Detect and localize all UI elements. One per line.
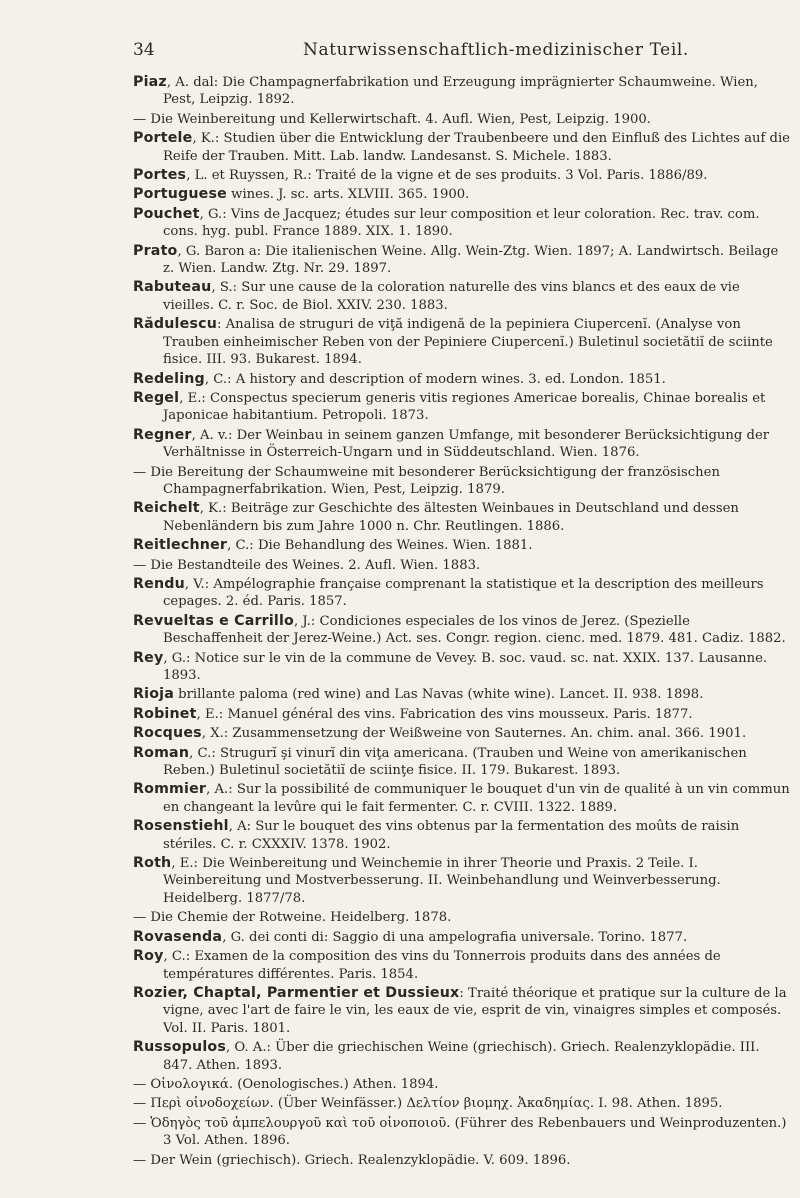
entry-author: Portele xyxy=(133,130,193,147)
bibliography-entry xyxy=(133,111,793,128)
entry-text: — Περὶ οἰνοδοχείων. (Über Weinfässer.) Δελτίον βιομηχ. Ἀκαδημίας. I. 98. Athen. 1895. xyxy=(133,1096,723,1112)
bibliography-entry xyxy=(133,909,793,926)
entry-author: Revueltas e Carrillo xyxy=(133,612,294,629)
entry-author: Piaz xyxy=(133,74,167,90)
entry-text: , E.: Manuel général des vins. Fabrication des vins mousseux. Paris. 1877. xyxy=(196,706,693,722)
entry-author: Rocques xyxy=(133,725,202,742)
bibliography-entry xyxy=(133,1076,793,1093)
bibliography-entry xyxy=(133,557,793,574)
entry-text: , J.: Condiciones especiales de los vinos de Jerez. (Spezielle Beschaffenheit der Jerez-Weine.) Act. ses. Congr. region. cienc. med. 1879. 481. Cadiz. 1882. xyxy=(163,613,786,647)
entry-author: Reitlechner xyxy=(133,537,228,554)
entry-text: , K.: Studien über die Entwicklung der Traubenbeere und den Einfluß des Lichtes auf die Reife der Trauben. Mitt. Lab. landw. Landesanst. S. Michele. 1883. xyxy=(163,131,790,164)
bibliography-entry xyxy=(133,613,793,648)
entry-author: Rommier xyxy=(133,781,207,798)
entry-text: , G.: Vins de Jacquez; études sur leur composition et leur coloration. Rec. trav. com. cons. hyg. publ. France 1889. XIX. 1. 1890. xyxy=(163,206,760,240)
bibliography-entry xyxy=(133,929,793,946)
bibliography-entry xyxy=(133,537,793,554)
bibliography-list xyxy=(133,74,793,1171)
entry-text: , C.: Strugurĭ şi vinurĭ din viţa americana. (Trauben und Weine von amerikanischen Reben.) Buletinul societătiĭ de sciinţe fisice. II. 179. Bukarest. 1893. xyxy=(163,745,747,779)
entry-author: Rozier, Chaptal, Parmentier et Dussieux xyxy=(133,984,460,1001)
page-header xyxy=(133,40,793,66)
entry-author: Rabuteau xyxy=(133,279,212,296)
entry-text: , G. Baron a: Die italienischen Weine. Allg. Wein-Ztg. Wien. 1897; A. Landwirtsch. Beilage z. Wien. Landw. Ztg. Nr. 29. 1897. xyxy=(163,243,779,277)
entry-author: Rădulescu xyxy=(133,316,217,333)
bibliography-entry xyxy=(133,650,793,685)
bibliography-entry xyxy=(133,243,793,278)
bibliography-entry xyxy=(133,948,793,983)
bibliography-entry xyxy=(133,576,793,611)
entry-text: — Die Bereitung der Schaumweine mit besonderer Berücksichtigung der französischen Champagnerfabrikation. Wien, Pest, Leipzig. 1879. xyxy=(133,464,720,497)
entry-text: , K.: Beiträge zur Geschichte des ältesten Weinbaues in Deutschland und dessen Nebenländern bis zum Jahre 1000 n. Chr. Reutlingen. 1886. xyxy=(163,501,739,534)
entry-text: , C.: Examen de la composition des vins du Tonnerrois produits dans des années de températures différentes. Paris. 1854. xyxy=(163,949,721,982)
bibliography-entry xyxy=(133,371,793,388)
bibliography-entry xyxy=(133,167,793,184)
entry-text: , O. A.: Über die griechischen Weine (griechisch). Griech. Realenzyklopädie. III. 847. Athen. 1893. xyxy=(163,1040,760,1073)
bibliography-entry xyxy=(133,686,793,703)
entry-text: , G. dei conti di: Saggio di una ampelografia universale. Torino. 1877. xyxy=(222,929,688,945)
bibliography-entry xyxy=(133,745,793,780)
entry-text: , E.: Conspectus specierum generis vitis regiones Americae borealis, Chinae borealis et Japonicae habitantium. Petropoli. 1873. xyxy=(163,390,766,424)
bibliography-entry xyxy=(133,1095,793,1112)
entry-text: — Die Weinbereitung und Kellerwirtschaft. 4. Aufl. Wien, Pest, Leipzig. 1900. xyxy=(133,111,651,127)
entry-text: — Ὁδηγὸς τοῦ ἀμπελουργοῦ καὶ τοῦ οἰνοποιοῦ. (Führer des Rebenbauers und Weinproduzenten.) 3 Vol. Athen. 1896. xyxy=(133,1115,787,1149)
entry-author: Russopulos xyxy=(133,1039,226,1056)
bibliography-entry xyxy=(133,390,793,425)
entry-author: Roman xyxy=(133,744,190,761)
entry-text: , A.: Sur la possibilité de communiquer le bouquet d'un vin de qualité à un vin commun en changeant la levûre qui le fait fermenter. C. r. CVIII. 1322. 1889. xyxy=(163,782,790,815)
entry-text: : Traité théorique et pratique sur la culture de la vigne, avec l'art de faire le vin, les eaux de vie, esprit de vin, vinaigres simples et composés. Vol. II. Paris. 1801. xyxy=(163,985,787,1036)
entry-author: Robinet xyxy=(133,705,197,722)
entry-author: Reichelt xyxy=(133,500,200,517)
bibliography-entry xyxy=(133,500,793,535)
bibliography-entry xyxy=(133,1152,793,1169)
entry-text: — Οἰνολογικά. (Oenologisches.) Athen. 1894. xyxy=(133,1076,439,1092)
entry-author: Regner xyxy=(133,426,192,443)
bibliography-entry xyxy=(133,706,793,723)
entry-text: , X.: Zusammensetzung der Weißweine von Sauternes. An. chim. anal. 366. 1901. xyxy=(201,726,747,742)
entry-text: — Der Wein (griechisch). Griech. Realenzyklopädie. V. 609. 1896. xyxy=(133,1152,571,1168)
bibliography-entry xyxy=(133,725,793,742)
entry-text: wines. J. sc. arts. XLVIII. 365. 1900. xyxy=(226,187,470,203)
bibliography-entry xyxy=(133,186,793,203)
entry-author: Prato xyxy=(133,242,178,259)
bibliography-entry xyxy=(133,855,793,907)
entry-author: Rey xyxy=(133,649,164,666)
bibliography-entry xyxy=(133,206,793,241)
entry-author: Redeling xyxy=(133,370,205,387)
bibliography-entry xyxy=(133,427,793,462)
bibliography-entry xyxy=(133,985,793,1037)
page-number: 34 xyxy=(133,40,155,60)
entry-text: , G.: Notice sur le vin de la commune de Vevey. B. soc. vaud. sc. nat. XXIX. 137. Lausanne. 1893. xyxy=(163,650,768,683)
bibliography-entry xyxy=(133,74,793,109)
entry-author: Portes xyxy=(133,167,187,184)
entry-author: Pouchet xyxy=(133,205,200,222)
bibliography-entry xyxy=(133,130,793,165)
entry-text: , E.: Die Weinbereitung und Weinchemie in ihrer Theorie und Praxis. 2 Teile. I. Weinbereitung und Mostverbesserung. II. Weinbehandlung und Weinverbesserung. Heidelberg. 1877/78. xyxy=(163,856,721,906)
bibliography-entry xyxy=(133,1115,793,1150)
entry-author: Regel xyxy=(133,389,180,406)
entry-text: , C.: A history and description of modern wines. 3. ed. London. 1851. xyxy=(204,371,666,387)
entry-text: , L. et Ruyssen, R.: Traité de la vigne et de ses produits. 3 Vol. Paris. 1886/89. xyxy=(186,168,708,184)
entry-author: Rovasenda xyxy=(133,928,223,945)
entry-text: , A. dal: Die Champagnerfabrikation und Erzeugung imprägnierter Schaumweine. Wien, Pest, Leipzig. 1892. xyxy=(163,75,758,108)
entry-text: , V.: Ampélographie française comprenant la statistique et la description des meilleurs cepages. 2. éd. Paris. 1857. xyxy=(163,576,764,610)
entry-author: Rioja xyxy=(133,686,174,703)
entry-author: Rosenstiehl xyxy=(133,818,229,835)
entry-text: , C.: Die Behandlung des Weines. Wien. 1881. xyxy=(227,538,533,554)
entry-text: — Die Bestandteile des Weines. 2. Aufl. Wien. 1883. xyxy=(133,557,481,573)
bibliography-entry xyxy=(133,818,793,853)
entry-text: , A. v.: Der Weinbau in seinem ganzen Umfange, mit besonderer Berücksichtigung der Verhältnisse in Österreich-Ungarn und in Süddeutschland. Wien. 1876. xyxy=(163,427,770,461)
entry-text: , S.: Sur une cause de la coloration naturelle des vins blancs et des eaux de vie vieilles. C. r. Soc. de Biol. XXIV. 230. 1883. xyxy=(163,280,740,313)
running-head: Naturwissenschaftlich-medizinischer Teil. xyxy=(303,40,689,60)
bibliography-entry xyxy=(133,464,793,499)
bibliography-entry xyxy=(133,316,793,368)
entry-author: Roy xyxy=(133,948,164,965)
bibliography-entry xyxy=(133,1039,793,1074)
entry-text: — Die Chemie der Rotweine. Heidelberg. 1878. xyxy=(133,910,452,926)
entry-text: brillante paloma (red wine) and Las Navas (white wine). Lancet. II. 938. 1898. xyxy=(173,687,704,703)
entry-author: Portuguese xyxy=(133,186,227,203)
entry-text: , A: Sur le bouquet des vins obtenus par la fermentation des moûts de raisin stériles. C. r. CXXXIV. 1378. 1902. xyxy=(163,819,740,852)
entry-text: : Analisa de struguri de viţă indigenă de la pepiniera Ciupercenĭ. (Analyse von Trauben einheimischer Reben von der Pepiniere Ciupercenĭ.) Buletinul societătiĭ de sciinte fisice. III. 93. Bukarest. 1894. xyxy=(163,317,773,368)
bibliography-entry xyxy=(133,279,793,314)
entry-author: Rendu xyxy=(133,575,185,592)
bibliography-entry xyxy=(133,781,793,816)
entry-author: Roth xyxy=(133,855,172,872)
